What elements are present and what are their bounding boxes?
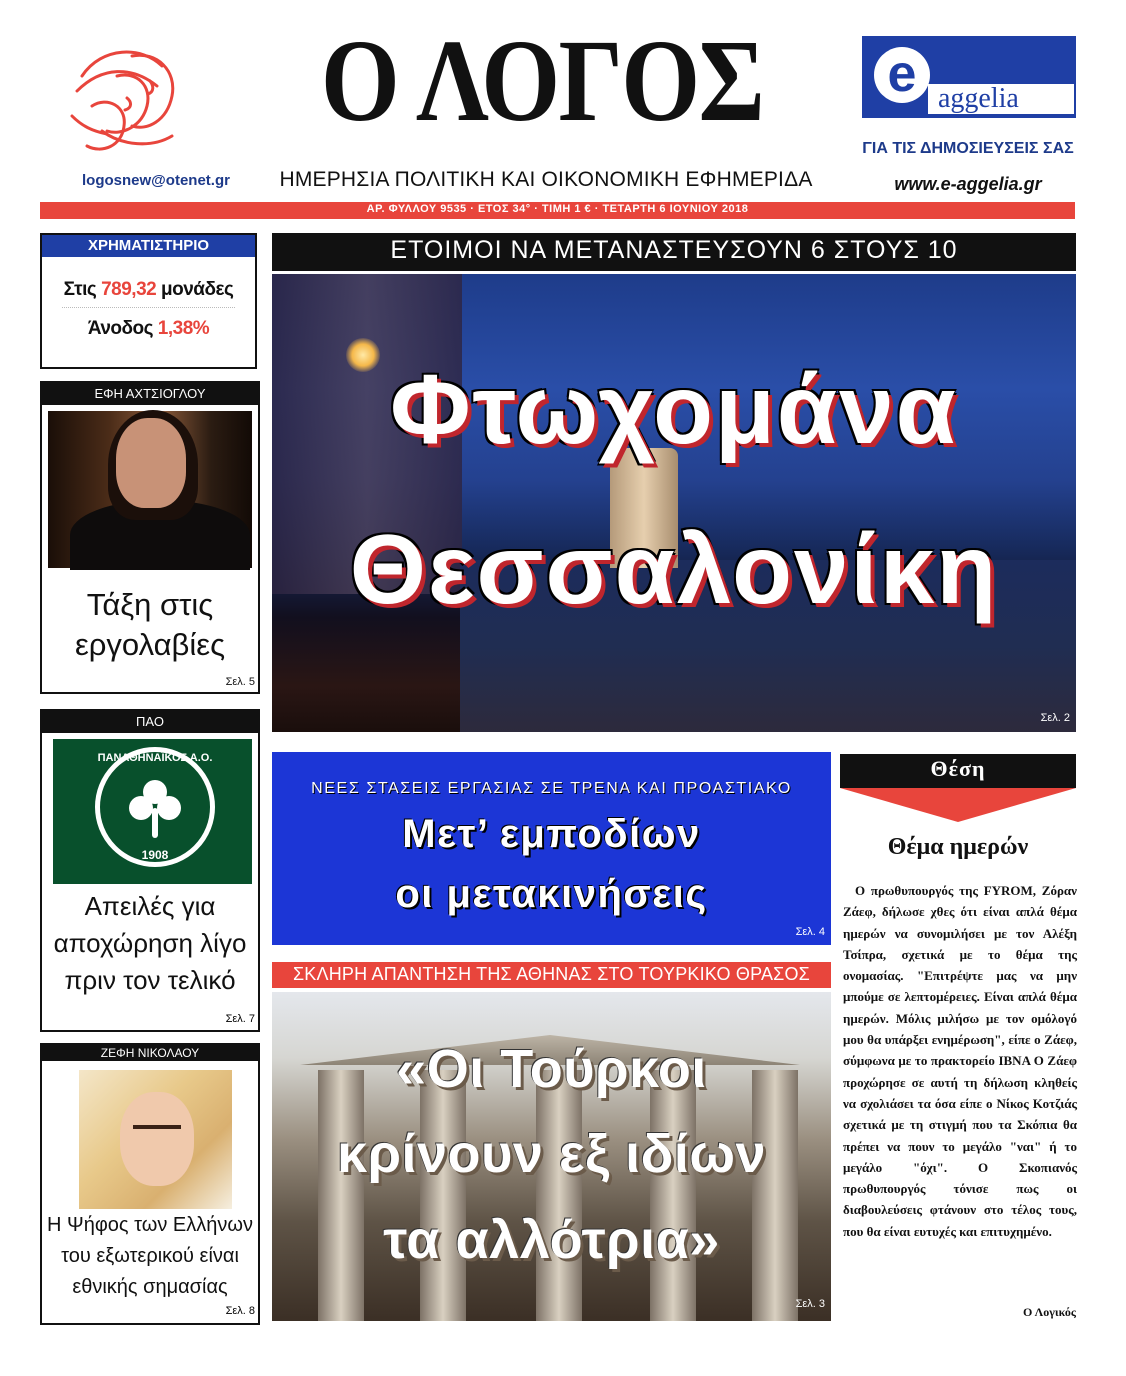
- side-story-heading: ΕΦΗ ΑΧΤΣΙΟΓΛΟΥ: [42, 383, 258, 405]
- page-reference: Σελ. 3: [795, 1298, 825, 1310]
- photo-column: [420, 1070, 466, 1321]
- side-story-headline: [42, 888, 258, 999]
- photo-column: [650, 1070, 696, 1321]
- stock-heading: ΧΡΗΜΑΤΙΣΤΗΡΙΟ: [42, 235, 255, 257]
- page-reference: Σελ. 5: [225, 676, 255, 688]
- stock-index-pre: Στις: [63, 279, 102, 300]
- photo-column: [536, 1070, 582, 1321]
- headline-line: Απειλές για: [84, 891, 216, 921]
- headline-line: του εξωτερικού είναι: [61, 1245, 239, 1267]
- side-story-heading: ΖΕΦΗ ΝΙΚΟΛΑΟΥ: [42, 1045, 258, 1061]
- stock-index-value: 789,32: [101, 279, 157, 300]
- photo-column: [752, 1070, 798, 1321]
- oped-body-text: Ο πρωθυπουργός της FYROM, Ζόραν Ζάεφ, δήλωσε χθες ότι είναι απλά θέμα ημερών να συνομιλήσει με τον Αλέξη Τσίπρα, σχετικά με το θέμα της ονομασίας. "Επιτρέψτε μας να μην μπούμε σε λεπτομέρειες. Είναι απλά θέμα ημερών. Μόλις μιλήσω με τον ομόλογό μου θα υπάρξει ενημέρωση", είπε ο Ζάεφ, σύμφωνα με το πρακτορείο IBNA Ο Ζάεφ προχώρησε σε αυτή τη δήλωση κληθείς να σχολιάσει τα όσα είπε ο Νίκος Κοτζιάς σχετικά με τη στιγμή που τα Σκόπια θα πρέπει να πουν το μεγάλο "ναι" ή το μεγάλο "όχι". Ο Σκοπιανός πρωθυπουργός τόνισε πως οι διαβουλεύσεις φτάνουν στο τέλος τους, που θα είναι ευτυχές και επιτυχημένο.: [843, 883, 1077, 1239]
- stock-change-pre: Άνοδος: [87, 318, 158, 339]
- headline-line: αποχώρηση λίγο: [53, 928, 247, 958]
- pao-crest-year: 1908: [141, 848, 169, 862]
- oped-title: Θέμα ημερών: [887, 834, 1029, 860]
- stock-index-post: μονάδες: [156, 279, 234, 300]
- side-story-heading: ΠΑΟ: [42, 711, 258, 733]
- lead-kicker: ΕΤΟΙΜΟΙ ΝΑ ΜΕΤΑΝΑΣΤΕΥΣΟΥΝ 6 ΣΤΟΥΣ 10: [390, 236, 958, 264]
- page-reference: Σελ. 7: [225, 1013, 255, 1025]
- lead-headline: Φτωχομάνα: [390, 354, 958, 464]
- newspaper-subtitle: ΗΜΕΡΗΣΙΑ ΠΟΛΙΤΙΚΗ ΚΑΙ ΟΙΚΟΝΟΜΙΚΗ ΕΦΗΜΕΡΙΔΑ: [279, 168, 813, 191]
- headline-line: εργολαβίες: [74, 627, 226, 662]
- stock-change-line: [42, 318, 255, 340]
- oped-section-label: Θέση: [930, 756, 986, 781]
- photo-figure-face: [120, 1092, 194, 1186]
- side-story-headline: [42, 1210, 258, 1303]
- transport-kicker: ΝΕΕΣ ΣΤΑΣΕΙΣ ΕΡΓΑΣΙΑΣ ΣΕ ΤΡΕΝΑ ΚΑΙ ΠΡΟΑΣΤΙΑΚΟ: [311, 780, 792, 797]
- eaggelia-logo-word: aggelia: [928, 84, 1074, 114]
- headline-line: Τάξη στις: [86, 587, 214, 622]
- headline-line: πριν τον τελικό: [64, 965, 236, 995]
- shamrock-icon: [125, 778, 185, 840]
- page-reference: Σελ. 8: [225, 1305, 255, 1317]
- stock-divider: [62, 307, 235, 308]
- photo-figure-eyes: [133, 1125, 181, 1137]
- transport-headline: Μετ’ εμποδίων: [402, 812, 701, 856]
- side-story-headline: [42, 585, 258, 665]
- stock-change-value: 1,38%: [157, 318, 210, 339]
- turks-headline: κρίνουν εξ ιδίων: [336, 1124, 767, 1184]
- issue-info-text: ΑΡ. ΦΥΛΛΟΥ 9535 · ΕΤΟΣ 34° · ΤΙΜΗ 1 € · ΤΕΤΑΡΤΗ 6 ΙΟΥΝΙΟΥ 2018: [366, 203, 749, 215]
- photo-figure-face: [116, 418, 186, 508]
- turks-kicker: ΣΚΛΗΡΗ ΑΠΑΝΤΗΣΗ ΤΗΣ ΑΘΗΝΑΣ ΣΤΟ ΤΟΥΡΚΙΚΟ ΘΡΑΣΟΣ: [292, 964, 811, 984]
- ad-url-link[interactable]: www.e-aggelia.gr: [894, 174, 1042, 194]
- lead-headline: Θεσσαλονίκη: [349, 514, 999, 624]
- photo-column: [318, 1070, 364, 1321]
- page-reference: Σελ. 2: [1040, 712, 1070, 724]
- stock-index-line: [42, 279, 255, 301]
- turks-headline: τα αλλότρια»: [383, 1210, 720, 1270]
- oped-red-triangle: [840, 788, 1076, 822]
- headline-line: Η Ψήφος των Ελλήνων: [47, 1214, 253, 1236]
- pao-crest-text: ΠΑΝΑΘΗΝΑΪΚΟΣ Α.Ο.: [97, 752, 213, 764]
- newspaper-title: Ο ΛΟΓΟΣ: [320, 15, 764, 146]
- headline-line: εθνικής σημασίας: [72, 1276, 228, 1298]
- eaggelia-logo-letter: e: [874, 47, 930, 103]
- ad-tagline: ΓΙΑ ΤΙΣ ΔΗΜΟΣΙΕΥΣΕΙΣ ΣΑΣ: [862, 140, 1074, 157]
- oped-signature: Ο Λογικός: [1023, 1305, 1076, 1319]
- newspaper-logo-illustration: [62, 36, 192, 166]
- contact-email[interactable]: logosnew@otenet.gr: [82, 172, 230, 189]
- turks-headline: «Οι Τούρκοι: [396, 1039, 707, 1099]
- transport-headline: οι μετακινήσεις: [395, 872, 708, 916]
- page-reference: Σελ. 4: [795, 926, 825, 938]
